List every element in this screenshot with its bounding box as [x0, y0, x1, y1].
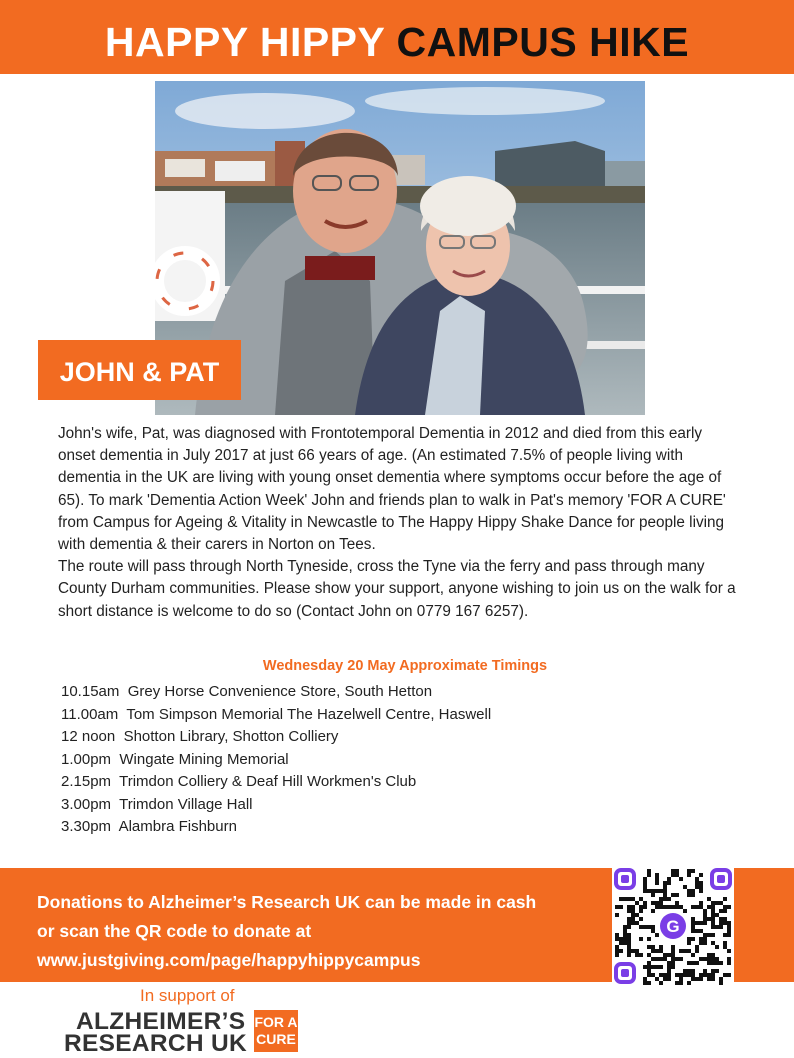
- timings-title: Wednesday 20 May Approximate Timings: [262, 658, 548, 674]
- timing-item: 3.30pm Alambra Fishburn: [61, 818, 237, 835]
- title-part-2: CAMPUS HIKE: [396, 19, 690, 65]
- name-badge: JOHN & PAT: [38, 340, 241, 400]
- page-title: [0, 0, 794, 84]
- timing-item: 11.00am Tom Simpson Memorial The Hazelwell Centre, Haswell: [61, 705, 492, 723]
- timing-item: 2.15pm Trimdon Colliery & Deaf Hill Workmen's Club: [61, 773, 417, 790]
- story-paragraph-2: The route will pass through North Tyneside, cross the Tyne via the ferry and pass through many County Durham communities. Please show your support, anyone wishing to join us on the walk for a short distance is welcome to do so (Contact John on 0779 167 6257).: [58, 558, 736, 620]
- timing-item: 12 noon Shotton Library, Shotton Colliery: [61, 728, 339, 745]
- logo-line-2: RESEARCH UK: [64, 1030, 247, 1057]
- donation-qr-code[interactable]: [612, 866, 734, 986]
- timing-item: 10.15am Grey Horse Convenience Store, South Hetton: [61, 683, 433, 700]
- donation-url-link[interactable]: www.justgiving.com/page/happyhippycampus: [37, 950, 421, 970]
- story-paragraph-1: John's wife, Pat, was diagnosed with Frontotemporal Dementia in 2012 and died from this early onset dementia in July 2017 at just 66 years of age. (An estimated 7.5% of people living with dementia in the UK are living with young onset dementia where symptoms occur before the age of 65). To mark 'Dementia Action Week' John and friends plan to walk in Pat's memory 'FOR A CURE' from Campus for Ageing & Vitality in Newcastle to The Happy Hippy Shake Dance for people living with dementia & their carers in Norton on Tees.: [58, 425, 726, 554]
- support-label: In support of: [140, 986, 235, 1005]
- alzheimers-research-uk-logo: [64, 1006, 309, 1057]
- story-text: [58, 423, 742, 623]
- cure-line-1: FOR A: [254, 1014, 298, 1030]
- for-a-cure-badge: [254, 1010, 298, 1052]
- qr-center-letter: G: [666, 917, 680, 936]
- donation-text: [37, 888, 597, 975]
- header-banner: [0, 0, 794, 74]
- cure-line-2: CURE: [256, 1031, 296, 1047]
- logo-line-1: ALZHEIMER’S: [76, 1008, 246, 1035]
- title-part-1: HAPPY HIPPY: [104, 19, 385, 65]
- timing-item: 3.00pm Trimdon Village Hall: [61, 795, 253, 813]
- timings-list: [61, 681, 621, 839]
- donation-line-1: Donations to Alzheimer’s Research UK can be made in cash: [37, 892, 537, 912]
- donation-line-2: or scan the QR code to donate at: [37, 921, 312, 941]
- timing-item: 1.00pm Wingate Mining Memorial: [61, 750, 289, 768]
